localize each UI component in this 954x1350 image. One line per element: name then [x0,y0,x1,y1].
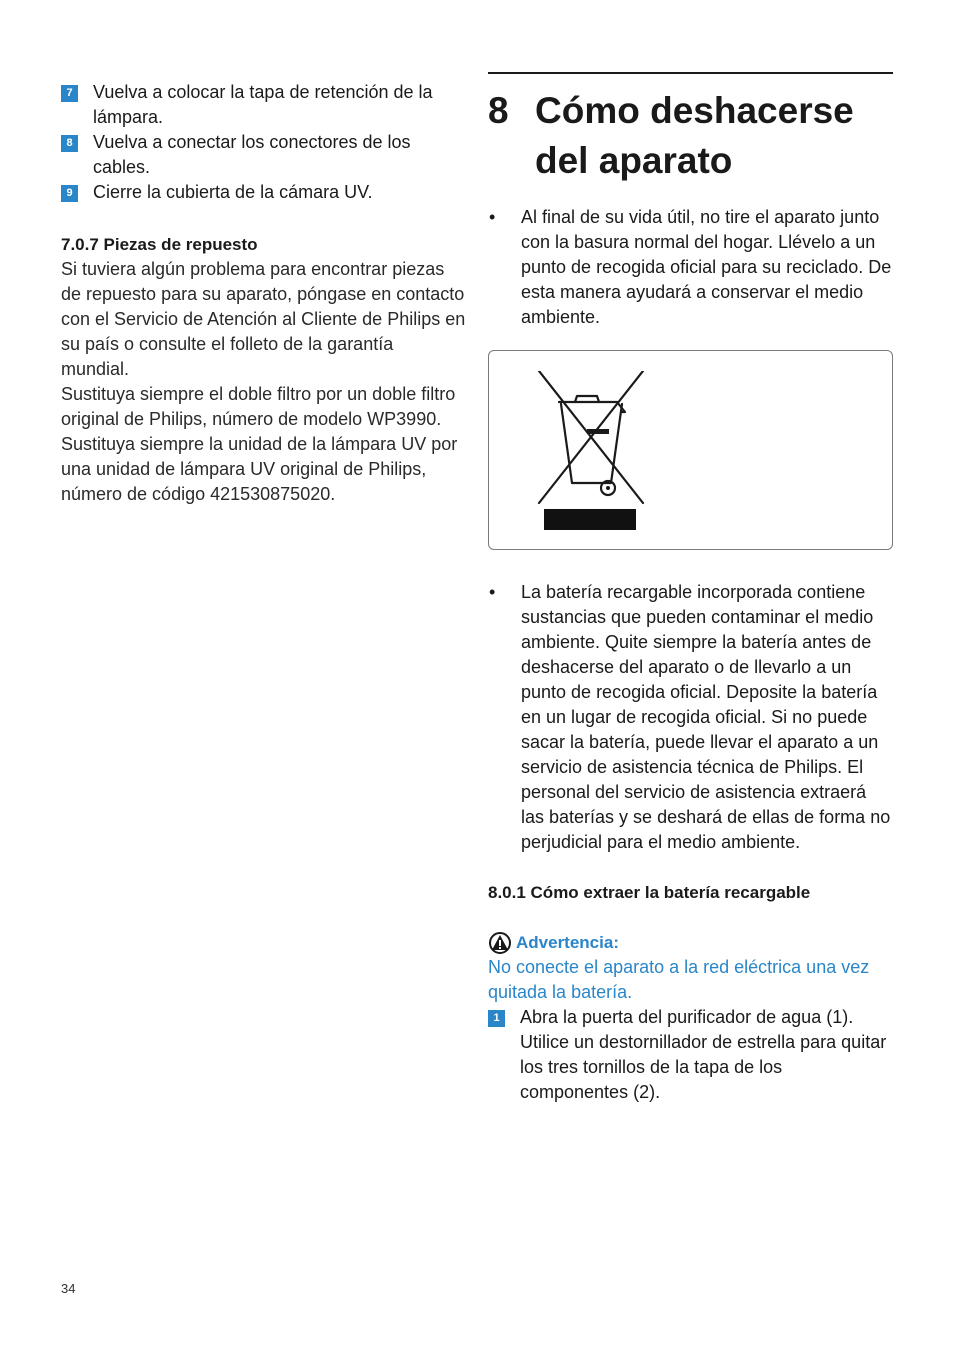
page-number: 34 [61,1281,76,1296]
paragraph: Si tuviera algún problema para encontrar piezas de repuesto para su aparato, póngase en contacto con el Servicio de Atención al Cliente de Philips en su país o consulte el folleto de la garantía mundial. [61,259,466,379]
step-number-badge: 7 [61,85,78,102]
left-column [61,80,466,507]
step-text: Vuelva a colocar la tapa de retención de la lámpara. [93,82,433,127]
step-text: Cierre la cubierta de la cámara UV. [93,182,373,202]
step-number-badge: 1 [488,1010,505,1027]
step-number-badge: 9 [61,185,78,202]
step-text: Abra la puerta del purificador de agua (1). Utilice un destornillador de estrella para quitar los tres tornillos de la tapa de los componentes (2). [520,1007,887,1102]
chapter-heading [488,86,893,186]
paragraph: Sustituya siempre el doble filtro por un doble filtro original de Philips, número de modelo WP3990. [61,384,456,429]
warning-icon [488,932,512,954]
bullet-item [488,580,893,855]
paragraph: Sustituya siempre la unidad de la lámpara UV por una unidad de lámpara UV original de Philips, número de código 421530875020. [61,434,458,504]
bin-underbar [544,509,636,530]
chapter-rule [488,72,893,74]
bullet-mark: • [489,207,496,227]
step-number-badge: 8 [61,135,78,152]
chapter-title: Cómo deshacerse del aparato [535,90,854,181]
warning-title-text: Advertencia: [516,933,619,952]
chapter-number: 8 [488,90,509,131]
section-heading-spare-parts: 7.0.7 Piezas de repuesto [61,235,258,254]
bullet-text: La batería recargable incorporada contiene sustancias que pueden contaminar el medio ambiente. Quite siempre la batería antes de deshacerse del aparato o de llevarlo a un punto de recogida oficial. Deposite la batería en un lugar de recogida oficial. Si no puede sacar la batería, puede llevar el aparato a un servicio de asistencia técnica de Philips. El personal del servicio de asistencia extraerá las baterías y se deshará de ellas de forma no perjudicial para el medio ambiente. [521,582,891,852]
sub-heading-remove-battery: 8.0.1 Cómo extraer la batería recargable [488,883,811,902]
disposal-figure [488,350,893,550]
right-column [488,72,893,1105]
step-1 [488,1005,893,1105]
step-text: Vuelva a conectar los conectores de los cables. [93,132,411,177]
step-7 [61,80,466,130]
bullet-mark: • [489,582,496,602]
warning-text: No conecte el aparato a la red eléctrica una vez quitada la batería. [488,957,870,1002]
step-9 [61,180,466,205]
bullet-text: Al final de su vida útil, no tire el aparato junto con la basura normal del hogar. Llévelo a un punto de recogida oficial para su reciclado. De esta manera ayudará a conservar el medio ambiente. [521,207,892,327]
warning-title [488,930,893,955]
bullet-item [488,205,893,330]
step-8 [61,130,466,180]
